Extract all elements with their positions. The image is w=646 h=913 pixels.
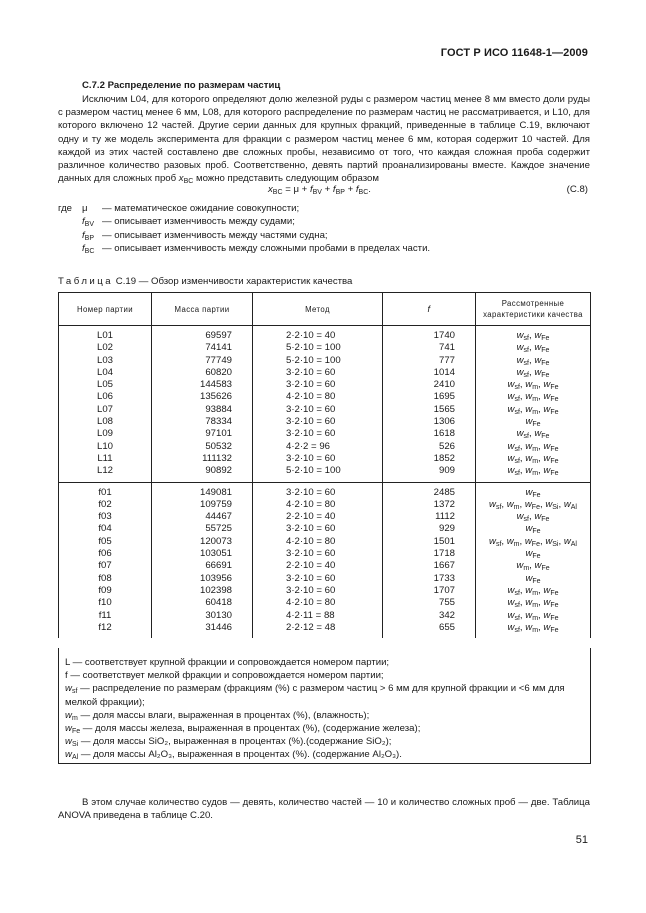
cell-f: 1707	[383, 585, 476, 597]
cell-characteristics: $w_{sf}$, $w_m$, $w_{Fe}$	[476, 465, 591, 477]
cell-characteristics: $w_{sf}$, $w_m$, $w_{Fe}$	[476, 597, 591, 609]
cell-mass: 109759	[152, 499, 253, 511]
cell-method: 3·2·10 = 60	[253, 404, 383, 416]
cell-f: 2410	[383, 379, 476, 391]
formula-f3-sub: BC	[358, 189, 369, 196]
cell-method: 4·2·11 = 88	[253, 610, 383, 622]
cell-part: L12	[59, 465, 152, 477]
paragraph-text: Исключим L04, для которого определяют долю железной руды с размером частиц менее 8 мм вместо доли руды с размером частиц менее 6 мм, L08, для которого распределение по размерам частиц не рассматривается, и L10, для которого включено 12 частей. Другие серии данных для крупных фракций, приведенные в таблице С.19, включают одну и ту же модель эксперимента для фракции с размером частиц менее 6 мм, которая содержит 10 частей. Для каждой из этих частей составлено две сложных пробы, независимо от того, что каждая сложная проба содержит различное количество разовых проб. Соответственно, девять партий проанализированы вместе. Каждое значение данных для сложных проб	[58, 94, 590, 185]
cell-mass: 111132	[152, 453, 253, 465]
cell-mass: 103051	[152, 548, 253, 560]
table-row	[59, 548, 591, 560]
cell-mass: 149081	[152, 487, 253, 499]
table-row	[59, 428, 591, 440]
cell-characteristics: $w_{sf}$, $w_{Fe}$	[476, 330, 591, 342]
cell-characteristics: $w_{sf}$, $w_m$, $w_{Fe}$	[476, 379, 591, 391]
table-row	[59, 379, 591, 391]
cell-part: f09	[59, 585, 152, 597]
cell-mass: 69597	[152, 330, 253, 342]
header-f: f	[383, 293, 476, 326]
cell-characteristics: $w_{sf}$, $w_m$, $w_{Fe}$, $w_{Si}$, $w_{Al}$	[476, 536, 591, 548]
cell-mass: 120073	[152, 536, 253, 548]
table-row	[59, 487, 591, 499]
cell-method: 4·2·10 = 80	[253, 391, 383, 403]
cell-characteristics: $w_{Fe}$	[476, 523, 591, 535]
table-row	[59, 536, 591, 548]
table-row	[59, 330, 591, 342]
note-6: $w_{Si}$ — доля массы SiO₂, выраженная в процентах (%).(содержание SiO₂);	[65, 736, 392, 749]
cell-method: 4·2·10 = 80	[253, 597, 383, 609]
table-caption	[58, 276, 352, 287]
table-caption-prefix: Таблица	[58, 276, 114, 287]
cell-f: 929	[383, 523, 476, 535]
paragraph-x-sub: BC	[183, 178, 194, 186]
cell-part: L01	[59, 330, 152, 342]
section-title: С.7.2 Распределение по размерам частиц	[82, 80, 281, 91]
table-header-row	[59, 293, 591, 326]
cell-characteristics: $w_{sf}$, $w_{Fe}$	[476, 342, 591, 354]
cell-method: 2·2·10 = 40	[253, 511, 383, 523]
note-7: $w_{Al}$ — доля массы Al₂O₃, выраженная в процентах (%). (содержание Al₂O₃).	[65, 749, 402, 762]
cell-f: 1667	[383, 560, 476, 572]
note-1: L — соответствует крупной фракции и сопровождается номером партии;	[65, 657, 390, 668]
cell-part: L08	[59, 416, 152, 428]
cell-characteristics: $w_{Fe}$	[476, 573, 591, 585]
formula-lhs: x	[268, 184, 273, 195]
cell-mass: 31446	[152, 622, 253, 634]
note-4: $w_m$ — доля массы влаги, выраженная в процентах (%), (влажность);	[65, 709, 370, 722]
header-characteristics-line2: характеристики качества	[483, 310, 583, 319]
cell-f: 909	[383, 465, 476, 477]
table-row	[59, 597, 591, 609]
formula-f1-sub: BV	[312, 189, 322, 196]
table-row	[59, 453, 591, 465]
cell-f: 655	[383, 622, 476, 634]
cell-part: L02	[59, 342, 152, 354]
table-caption-text: С.19 — Обзор изменчивости характеристик качества	[115, 276, 353, 287]
table-row	[59, 573, 591, 585]
cell-part: L10	[59, 441, 152, 453]
table-row	[59, 499, 591, 511]
cell-characteristics: $w_{Fe}$	[476, 487, 591, 499]
cell-mass: 135626	[152, 391, 253, 403]
cell-f: 1014	[383, 367, 476, 379]
cell-method: 2·2·10 = 40	[253, 560, 383, 572]
cell-mass: 78334	[152, 416, 253, 428]
cell-method: 3·2·10 = 60	[253, 487, 383, 499]
cell-characteristics: $w_m$, $w_{Fe}$	[476, 560, 591, 572]
cell-method: 3·2·10 = 60	[253, 585, 383, 597]
cell-f: 777	[383, 355, 476, 367]
cell-part: L09	[59, 428, 152, 440]
cell-characteristics: $w_{sf}$, $w_m$, $w_{Fe}$	[476, 622, 591, 634]
table-row	[59, 560, 591, 572]
cell-characteristics: $w_{sf}$, $w_m$, $w_{Fe}$	[476, 453, 591, 465]
header-characteristics-line1: Рассмотренные	[501, 299, 565, 308]
cell-part: f04	[59, 523, 152, 535]
cell-part: L05	[59, 379, 152, 391]
cell-mass: 60418	[152, 597, 253, 609]
where-sym-0: μ	[82, 203, 88, 214]
cell-method: 3·2·10 = 60	[253, 548, 383, 560]
table-row	[59, 342, 591, 354]
cell-part: f12	[59, 622, 152, 634]
cell-f: 1372	[383, 499, 476, 511]
cell-method: 5·2·10 = 100	[253, 355, 383, 367]
cell-mass: 30130	[152, 610, 253, 622]
cell-part: f06	[59, 548, 152, 560]
cell-characteristics: $w_{sf}$, $w_{Fe}$	[476, 511, 591, 523]
cell-part: L04	[59, 367, 152, 379]
cell-part: f10	[59, 597, 152, 609]
header-characteristics	[476, 293, 591, 326]
cell-mass: 50532	[152, 441, 253, 453]
cell-method: 3·2·10 = 60	[253, 573, 383, 585]
cell-method: 3·2·10 = 60	[253, 523, 383, 535]
cell-characteristics: $w_{Fe}$	[476, 548, 591, 560]
note-3: $w_{sf}$ — распределение по размерам (фракциям (%) с размером частиц > 6 мм для крупной фракции и <6 мм для мелкой фракции);	[65, 683, 565, 708]
cell-f: 1565	[383, 404, 476, 416]
cell-f: 526	[383, 441, 476, 453]
table-row	[59, 622, 591, 634]
cell-characteristics: $w_{sf}$, $w_m$, $w_{Fe}$, $w_{Si}$, $w_{Al}$	[476, 499, 591, 511]
cell-f: 1695	[383, 391, 476, 403]
table-row	[59, 441, 591, 453]
cell-mass: 93884	[152, 404, 253, 416]
table-row	[59, 391, 591, 403]
document-page: ГОСТ Р ИСО 11648-1—2009 С.7.2 Распределение по размерам частиц Исключим L04, для которого определяют долю железной руды с размером частиц менее 8 мм вместо доли руды с размером частиц менее 6 мм, L08, для которого распределение по размерам частиц не рассматривается, и L10, для которого включено 12 частей. Другие серии данных для крупных фракций, приведенные в таблице С.19, включают одну и ту же модель эксперимента для фракции с размером частиц менее 6 мм, которая содержит 10 частей. Для каждой из этих частей составлено две сложных пробы, независимо от того, что каждая сложная проба содержит различное количество разовых проб. Соответственно, девять партий проанализированы вместе. Каждое значение данных для сложных проб $x_{BC}$ можно представить следующим образом $x_{BC} = \mu + f_{BV} + f_{BP} + f_{BC}$. (С.8) где μ — математическое ожидание совокупности; $f_{BV}$ — описывает изменчивость между судами; $f_{BP}$ — описывает изменчивость между частями судна; $f_{BC}$ — описывает изменчивость между сложными пробами в пределах части. Таблица С.19 — Обзор изменчивости характеристик качества Номер партии Масса партии Метод f Рассмотренные характеристики качества L01 69597 2·2·10 = 40 1740 $w_{sf}$, $w_{Fe}$ L02 74141 5·2·10 = 100 741 $w_{sf}$, $w_{Fe}$ L03 77749 5·2·10 = 100 777 $w_{sf}$, $w_{Fe}$ L04 60820 3·2·10 = 60 1014 $w_{sf}$, $w_{Fe}$ L05 144583 3·2·10 = 60 2410 $w_{sf}$, $w_m$, $w_{Fe}$ L06 135626 4·2·10 = 80 1695 $w_{sf}$, $w_m$, $w_{Fe}$ L07 93884 3·2·10 = 60 1565 $w_{sf}$, $w_m$, $w_{Fe}$ L08 78334 3·2·10 = 60 1306 $w_{Fe}$ L09 97101 3·2·10 = 60 1618 $w_{sf}$, $w_{Fe}$ L10 50532 4·2·2 = 96 526 $w_{sf}$, $w_m$, $w_{Fe}$ L11 111132 3·2·10 = 60 1852 $w_{sf}$, $w_m$, $w_{Fe}$ L12 90892 5·2·10 = 100 909 $w_{sf}$, $w_m$, $w_{Fe}$ f01 149081 3·2·10 = 60 2485 $w_{Fe}$ f02 109759 4·2·10 = 80 1372 $w_{sf}$, $w_m$, $w_{Fe}$, $w_{Si}$, $w_{Al}$ f03 44467 2·2·10 = 40 1112 $w_{sf}$, $w_{Fe}$ f04 55725 3·2·10 = 60 929 $w_{Fe}$ f05 120073 4·2·10 = 80 1501 $w_{sf}$, $w_m$, $w_{Fe}$, $w_{Si}$, $w_{Al}$ f06 103051 3·2·10 = 60 1718 $w_{Fe}$ f07 66691 2·2·10 = 40 1667 $w_m$, $w_{Fe}$ f08 103956 3·2·10 = 60 1733 $w_{Fe}$ f09 102398 3·2·10 = 60 1707 $w_{sf}$, $w_m$, $w_{Fe}$ f10 60418 4·2·10 = 80 755 $w_{sf}$, $w_m$, $w_{Fe}$ f11 30130 4·2·11 = 88 342 $w_{sf}$, $w_m$, $w_{Fe}$ f12 31446 2·2·12 = 48 655 $w_{sf}$, $w_m$, $w_{Fe}$ L — соответствует крупной фракции и сопровождается номером партии; f — соответствует мелкой фракции и сопровождается номером партии; $w_{sf}$ — распределение по размерам (фракциям (%) с размером частиц > 6 мм для крупной фракции и <6 мм для мелкой фракции); $w_m$ — доля массы влаги, выраженная в процентах (%), (влажность); $w_{Fe}$ — доля массы железа, выраженная в процентах (%), (содержание железа); $w_{Si}$ — доля массы SiO₂, выраженная в процентах (%).(содержание SiO₂); $w_{Al}$ — доля массы Al₂O₃, выраженная в процентах (%). (содержание Al₂O₃). В этом случае количество судов — девять, количество частей — 10 и количество сложных проб — две. Таблица ANOVA приведена в таблице С.20. 51	[58, 47, 590, 846]
section-paragraph	[58, 93, 590, 185]
header-mass: Масса партии	[152, 293, 253, 326]
where-desc-2: — описывает изменчивость между частями судна;	[102, 229, 328, 241]
cell-characteristics: $w_{sf}$, $w_m$, $w_{Fe}$	[476, 404, 591, 416]
data-table	[58, 292, 591, 638]
cell-mass: 103956	[152, 573, 253, 585]
cell-part: f11	[59, 610, 152, 622]
closing-text: В этом случае количество судов — девять, количество частей — 10 и количество сложных проб — две. Таблица ANOVA приведена в таблице С.20.	[58, 797, 590, 822]
cell-characteristics: $w_{sf}$, $w_m$, $w_{Fe}$	[476, 610, 591, 622]
cell-part: L03	[59, 355, 152, 367]
cell-mass: 55725	[152, 523, 253, 535]
formula-c8: $x_{BC} = \mu + f_{BV} + f_{BP} + f_{BC}$.	[268, 184, 371, 196]
cell-method: 5·2·10 = 100	[253, 342, 383, 354]
closing-paragraph	[58, 796, 590, 822]
table-row	[59, 404, 591, 416]
table-row	[59, 511, 591, 523]
table-row	[59, 610, 591, 622]
cell-method: 4·2·10 = 80	[253, 536, 383, 548]
cell-part: f08	[59, 573, 152, 585]
cell-f: 741	[383, 342, 476, 354]
cell-method: 2·2·12 = 48	[253, 622, 383, 634]
header-part: Номер партии	[59, 293, 152, 326]
where-desc-0: — математическое ожидание совокупности;	[102, 203, 300, 214]
cell-mass: 74141	[152, 342, 253, 354]
formula-f2-sub: BP	[335, 189, 345, 196]
where-desc-3: — описывает изменчивость между сложными пробами в пределах части.	[102, 242, 431, 254]
cell-f: 1618	[383, 428, 476, 440]
cell-part: f05	[59, 536, 152, 548]
cell-part: f07	[59, 560, 152, 572]
cell-method: 4·2·10 = 80	[253, 499, 383, 511]
cell-method: 3·2·10 = 60	[253, 379, 383, 391]
formula-mu: = μ +	[285, 184, 308, 195]
where-sub-1: BV	[84, 221, 95, 229]
where-sub-2: BP	[84, 234, 95, 242]
where-sub-3: BC	[84, 247, 95, 255]
table-row	[59, 585, 591, 597]
note-2: f — соответствует мелкой фракции и сопровождается номером партии;	[65, 670, 384, 682]
cell-characteristics: $w_{sf}$, $w_m$, $w_{Fe}$	[476, 585, 591, 597]
cell-f: 755	[383, 597, 476, 609]
cell-mass: 102398	[152, 585, 253, 597]
where-label: где	[58, 203, 73, 214]
cell-method: 3·2·10 = 60	[253, 428, 383, 440]
cell-mass: 90892	[152, 465, 253, 477]
cell-characteristics: $w_{sf}$, $w_{Fe}$	[476, 367, 591, 379]
cell-f: 342	[383, 610, 476, 622]
cell-f: 1740	[383, 330, 476, 342]
cell-characteristics: $w_{sf}$, $w_{Fe}$	[476, 428, 591, 440]
cell-f: 1718	[383, 548, 476, 560]
paragraph-x-symbol: x	[178, 173, 184, 185]
cell-mass: 144583	[152, 379, 253, 391]
cell-part: L06	[59, 391, 152, 403]
cell-method: 3·2·10 = 60	[253, 453, 383, 465]
formula-number: (С.8)	[566, 184, 588, 195]
cell-part: L07	[59, 404, 152, 416]
table-row	[59, 416, 591, 428]
table-notes	[58, 648, 591, 764]
cell-f: 1733	[383, 573, 476, 585]
cell-f: 1306	[383, 416, 476, 428]
note-5: $w_{Fe}$ — доля массы железа, выраженная в процентах (%), (содержание железа);	[65, 723, 421, 736]
cell-part: f01	[59, 487, 152, 499]
cell-characteristics: $w_{sf}$, $w_{Fe}$	[476, 355, 591, 367]
cell-mass: 44467	[152, 511, 253, 523]
cell-part: f02	[59, 499, 152, 511]
table-row	[59, 523, 591, 535]
cell-f: 1501	[383, 536, 476, 548]
header-method: Метод	[253, 293, 383, 326]
page-number: 51	[575, 834, 588, 846]
table-row	[59, 367, 591, 379]
cell-f: 1852	[383, 453, 476, 465]
cell-f: 1112	[383, 511, 476, 523]
cell-part: L11	[59, 453, 152, 465]
cell-method: 2·2·10 = 40	[253, 330, 383, 342]
cell-part: f03	[59, 511, 152, 523]
where-desc-1: — описывает изменчивость между судами;	[102, 216, 295, 228]
table-row	[59, 355, 591, 367]
cell-method: 5·2·10 = 100	[253, 465, 383, 477]
cell-mass: 60820	[152, 367, 253, 379]
cell-mass: 97101	[152, 428, 253, 440]
table-row	[59, 465, 591, 477]
formula-lhs-sub: BC	[272, 189, 283, 196]
cell-characteristics: $w_{sf}$, $w_m$, $w_{Fe}$	[476, 391, 591, 403]
cell-method: 3·2·10 = 60	[253, 367, 383, 379]
cell-f: 2485	[383, 487, 476, 499]
cell-mass: 77749	[152, 355, 253, 367]
cell-characteristics: $w_{Fe}$	[476, 416, 591, 428]
cell-mass: 66691	[152, 560, 253, 572]
cell-characteristics: $w_{sf}$, $w_m$, $w_{Fe}$	[476, 441, 591, 453]
paragraph-tail: можно представить следующим образом	[195, 173, 379, 185]
cell-method: 4·2·2 = 96	[253, 441, 383, 453]
standard-header: ГОСТ Р ИСО 11648-1—2009	[440, 47, 588, 59]
cell-method: 3·2·10 = 60	[253, 416, 383, 428]
